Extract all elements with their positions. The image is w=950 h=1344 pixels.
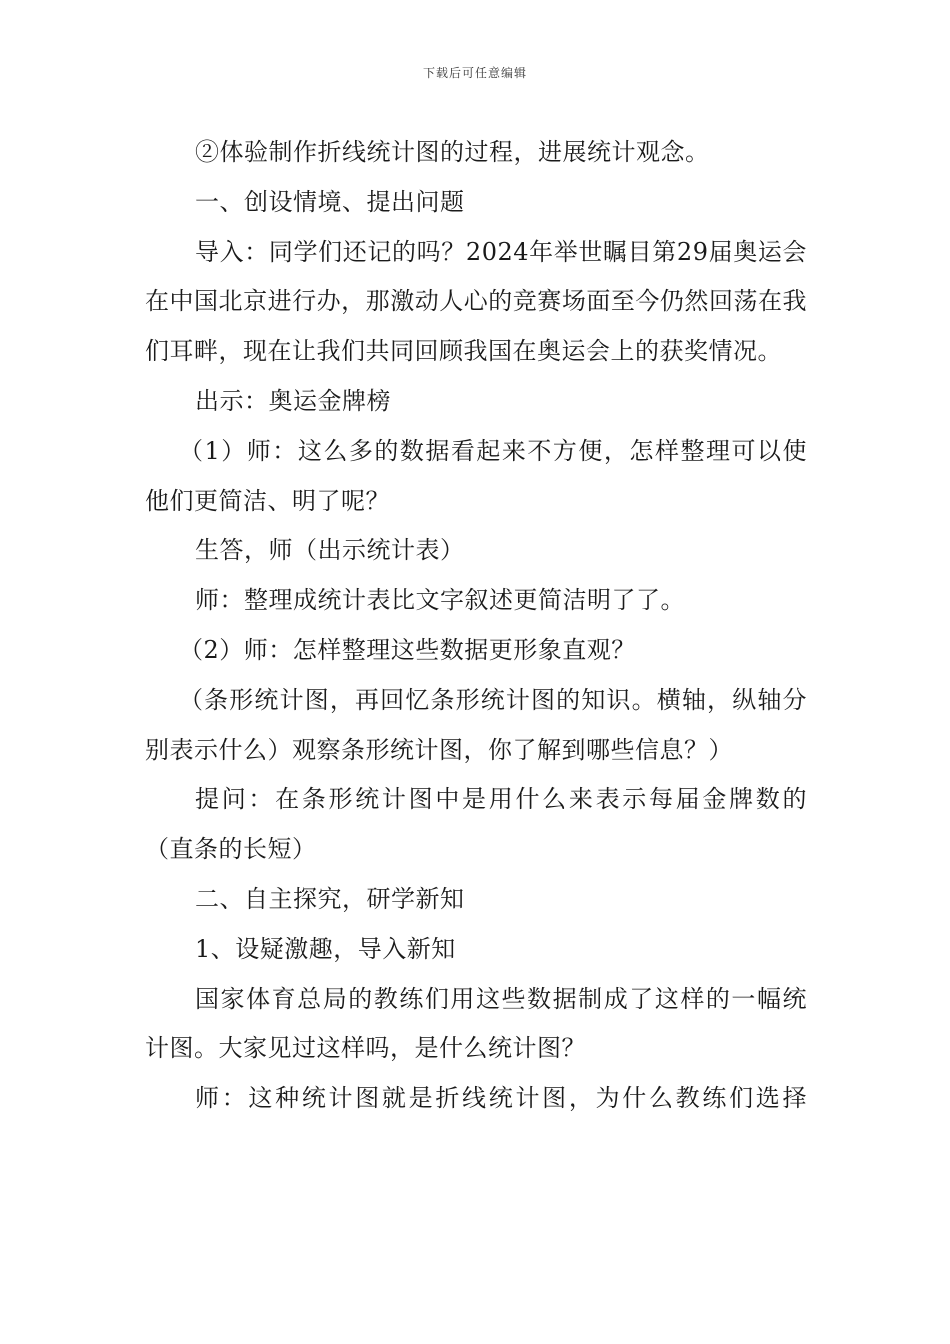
paragraph-intro: 导入：同学们还记的吗？2024年举世瞩目第29届奥运会在中国北京进行办，那激动人心的竞赛场面至今仍然回荡在我们耳畔，现在让我们共同回顾我国在奥运会上的获奖情况。 bbox=[145, 237, 807, 366]
document-body bbox=[145, 128, 807, 1124]
subsection-heading-1: 1、设疑激趣，导入新知 bbox=[195, 934, 456, 963]
paragraph-line-chart: 师：这种统计图就是折线统计图，为什么教练们选择 bbox=[195, 1084, 807, 1113]
paragraph-ask-bar-length: 提问：在条形统计图中是用什么来表示每届金牌数的（直条的长短） bbox=[145, 785, 807, 864]
paragraph-student-answer: 生答，师（出示统计表） bbox=[195, 536, 465, 565]
paragraph-teacher-table: 师：整理成统计表比文字叙述更简洁明了了。 bbox=[195, 586, 685, 615]
paragraph-question-2: （2）师：怎样整理这些数据更形象直观？ bbox=[179, 635, 636, 664]
paragraph-coaches-chart: 国家体育总局的教练们用这些数据制成了这样的一幅统计图。大家见过这样吗，是什么统计图？ bbox=[145, 984, 807, 1063]
section-heading-1: 一、创设情境、提出问题 bbox=[195, 187, 465, 216]
paragraph-objective: ②体验制作折线统计图的过程，进展统计观念。 bbox=[195, 138, 710, 166]
paragraph-question-1: （1）师：这么多的数据看起来不方便，怎样整理可以使他们更简洁、明了呢？ bbox=[145, 436, 807, 515]
paragraph-bar-chart: （条形统计图，再回忆条形统计图的知识。横轴，纵轴分别表示什么）观察条形统计图，你了解到哪些信息？） bbox=[145, 685, 807, 764]
page-header: 下载后可任意编辑 bbox=[422, 66, 527, 80]
paragraph-show-medal-table: 出示：奥运金牌榜 bbox=[195, 386, 391, 415]
section-heading-2: 二、自主探究，研学新知 bbox=[195, 884, 465, 913]
